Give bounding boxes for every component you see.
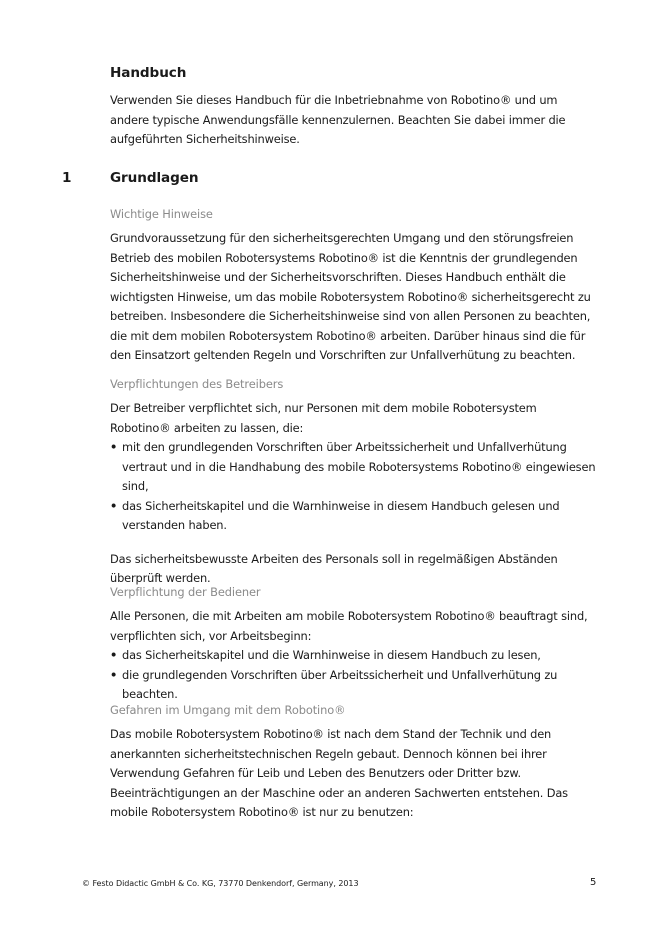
list-item xyxy=(110,438,596,497)
bullet-icon: • xyxy=(110,440,118,454)
section-intro: Der Betreiber verpflichtet sich, nur Personen mit dem mobile Robotersystem Robotino® arbeiten zu lassen, die: xyxy=(110,401,537,435)
page-number: 5 xyxy=(590,877,597,888)
list-item xyxy=(110,646,596,666)
bullet-icon: • xyxy=(110,648,118,662)
section-heading: Gefahren im Umgang mit dem Robotino® xyxy=(110,703,346,717)
section-intro: Alle Personen, die mit Arbeiten am mobile Robotersystem Robotino® beauftragt sind, verpflichten sich, vor Arbeitsbeginn: xyxy=(110,609,588,643)
list-item xyxy=(110,497,596,536)
bullet-list xyxy=(110,438,596,536)
list-item-text: das Sicherheitskapitel und die Warnhinweise in diesem Handbuch gelesen und verstanden haben. xyxy=(122,498,560,532)
section-bediener xyxy=(110,585,596,705)
bullet-icon: • xyxy=(110,667,118,682)
section-text: Das mobile Robotersystem Robotino® ist nach dem Stand der Technik und den anerkannten sicherheitstechnischen Regeln gebaut. Dennoch können bei ihrer Verwendung Gefahren für Leib und Leben des Benutzers oder Dritter bzw. Beeinträchtigungen an der Maschine oder an anderen Sachwerten entstehen. Das mobile Robotersystem Robotino® ist nur zu benutzen: xyxy=(110,727,568,819)
list-item-text: mit den grundlegenden Vorschriften über Arbeitssicherheit und Unfallverhütung vertraut und in die Handhabung des mobile Robotersystems Robotino® eingewiesen sind, xyxy=(122,440,596,493)
section-heading: Wichtige Hinweise xyxy=(110,207,213,221)
list-item-text: das Sicherheitskapitel und die Warnhinweise in diesem Handbuch zu lesen, xyxy=(122,648,541,662)
list-item xyxy=(110,666,596,705)
list-item-text: die grundlegenden Vorschriften über Arbeitssicherheit und Unfallverhütung zu beachten. xyxy=(122,667,558,701)
bullet-icon: • xyxy=(110,498,118,513)
section-hinweise xyxy=(110,207,596,366)
chapter-title: Grundlagen xyxy=(110,170,199,186)
section-closing: Das sicherheitsbewusste Arbeiten des Personals soll in regelmäßigen Abständen überprüft werden. xyxy=(110,551,558,585)
section-text: Grundvoraussetzung für den sicherheitsgerechten Umgang und den störungsfreien Betrieb des mobilen Robotersystems Robotino® ist die Kenntnis der grundlegenden Sicherheitshinweise und der Sicherheitsvorschriften. Dieses Handbuch enthält die wichtigsten Hinweise, um das mobile Robotersystem Robotino® sicherheitsgerecht zu betreiben. Insbesondere die Sicherheitshinweise sind von allen Personen zu beachten, die mit dem mobilen Robotersystem Robotino® arbeiten. Darüber hinaus sind die für den Einsatzort geltenden Regeln und Vorschriften zur Unfallverhütung zu beachten. xyxy=(110,231,591,362)
intro-title: Handbuch xyxy=(110,65,187,81)
section-betreiber xyxy=(110,377,596,589)
footer-copyright: © Festo Didactic GmbH & Co. KG, 73770 Denkendorf, Germany, 2013 xyxy=(82,879,359,888)
section-gefahren xyxy=(110,703,596,823)
intro-block xyxy=(110,91,596,150)
section-heading: Verpflichtungen des Betreibers xyxy=(110,377,284,391)
intro-text: Verwenden Sie dieses Handbuch für die Inbetriebnahme von Robotino® und um andere typische Anwendungsfälle kennenzulernen. Beachten Sie dabei immer die aufgeführten Sicherheitshinweise. xyxy=(110,93,566,146)
section-heading: Verpflichtung der Bediener xyxy=(110,585,261,599)
chapter-number: 1 xyxy=(62,170,72,186)
bullet-list xyxy=(110,646,596,705)
